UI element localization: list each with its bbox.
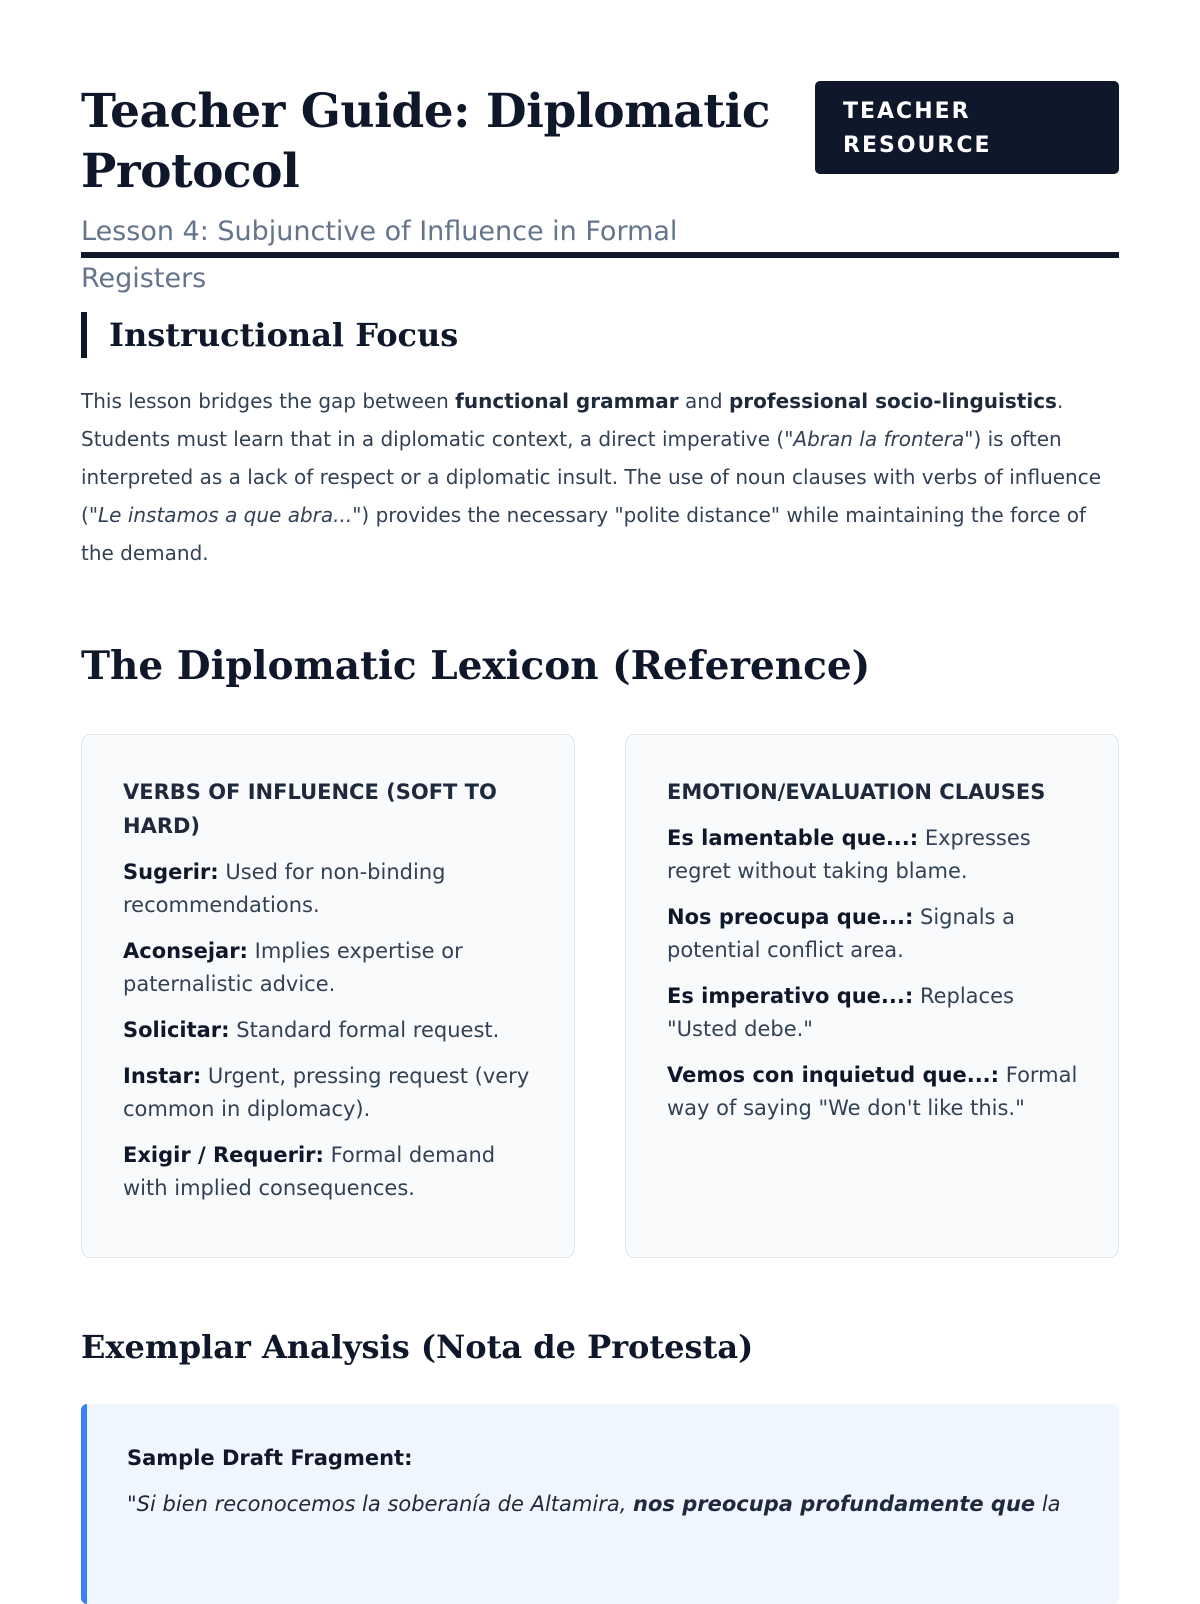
lexicon-item — [667, 980, 1078, 1046]
lexicon-desc: Urgent, pressing request (very common in diplomacy). — [123, 1064, 530, 1121]
lexicon-desc: Implies expertise or paternalistic advice. — [123, 939, 463, 996]
lexicon-term: Es lamentable que...: — [667, 826, 919, 850]
lexicon-item — [123, 856, 534, 922]
lexicon-desc: Replaces "Usted debe." — [667, 984, 1014, 1041]
lexicon-term: Es imperativo que...: — [667, 984, 914, 1008]
sample-draft-label: Sample Draft Fragment: — [127, 1446, 413, 1470]
verbs-of-influence-card — [81, 734, 575, 1258]
focus-bold-functional-grammar: functional grammar — [455, 389, 679, 413]
focus-text-2: and — [678, 389, 729, 413]
exemplar-heading: Exemplar Analysis (Nota de Protesta) — [81, 1328, 754, 1366]
instructional-focus-paragraph — [81, 382, 1119, 572]
focus-text-4: ) is often interpreted as a lack of respect or a diplomatic insult. The use of noun clauses with verbs of influence ( — [81, 427, 1102, 527]
lexicon-desc: Formal way of saying "We don't like this." — [667, 1063, 1078, 1120]
lexicon-item — [123, 935, 534, 1001]
lexicon-term: Instar: — [123, 1064, 202, 1088]
sample-draft-callout — [81, 1404, 1119, 1604]
focus-example-imperative: "Abran la frontera" — [784, 427, 974, 451]
lexicon-item — [123, 1060, 534, 1126]
lexicon-cards — [81, 734, 1119, 1258]
lexicon-term: Solicitar: — [123, 1018, 230, 1042]
lexicon-term: Vemos con inquietud que...: — [667, 1063, 1000, 1087]
teacher-resource-badge: TEACHER RESOURCE — [815, 81, 1119, 174]
lexicon-term: Nos preocupa que...: — [667, 905, 914, 929]
focus-text-3: . Students must learn that in a diplomatic context, a direct imperative ( — [81, 389, 1064, 451]
lexicon-term: Exigir / Requerir: — [123, 1143, 324, 1167]
lexicon-desc: Standard formal request. — [229, 1018, 500, 1042]
quote-text-1: "Si bien reconocemos la soberanía de Altamira, — [127, 1492, 634, 1516]
page-subtitle: Lesson 4: Subjunctive of Influence in Formal Registers — [81, 216, 678, 294]
lexicon-desc: Used for non-binding recommendations. — [123, 860, 446, 917]
quote-bold-phrase: nos preocupa profundamente que — [633, 1492, 1036, 1516]
focus-example-subjunctive: "Le instamos a que abra..." — [88, 503, 362, 527]
lexicon-term: Aconsejar: — [123, 939, 248, 963]
lexicon-desc: Formal demand with implied consequences. — [123, 1143, 496, 1200]
focus-text-1: This lesson bridges the gap between — [81, 389, 456, 413]
lexicon-item — [667, 901, 1078, 967]
page-title: Teacher Guide: Diplomatic Protocol — [81, 84, 770, 199]
emotion-evaluation-card — [625, 734, 1119, 1258]
lexicon-desc: Expresses regret without taking blame. — [667, 826, 1031, 883]
lexicon-desc: Signals a potential conflict area. — [667, 905, 1016, 962]
lexicon-heading: The Diplomatic Lexicon (Reference) — [81, 643, 871, 689]
page-header — [81, 0, 1119, 294]
lexicon-term: Sugerir: — [123, 860, 219, 884]
instructional-focus-heading: Instructional Focus — [81, 312, 1119, 358]
card-title: VERBS OF INFLUENCE (SOFT TO HARD) — [123, 780, 497, 838]
lexicon-item — [667, 1059, 1078, 1125]
focus-text-5: ) provides the necessary "polite distance" while maintaining the force of the demand. — [81, 503, 1087, 565]
lexicon-item — [667, 822, 1078, 888]
lexicon-item — [123, 1014, 534, 1047]
sample-draft-quote — [127, 1486, 1079, 1522]
lexicon-item — [123, 1139, 534, 1205]
focus-bold-socio-linguistics: professional socio-linguistics — [728, 389, 1057, 413]
card-title: EMOTION/EVALUATION CLAUSES — [667, 780, 1046, 804]
quote-text-2: la — [1035, 1492, 1061, 1516]
